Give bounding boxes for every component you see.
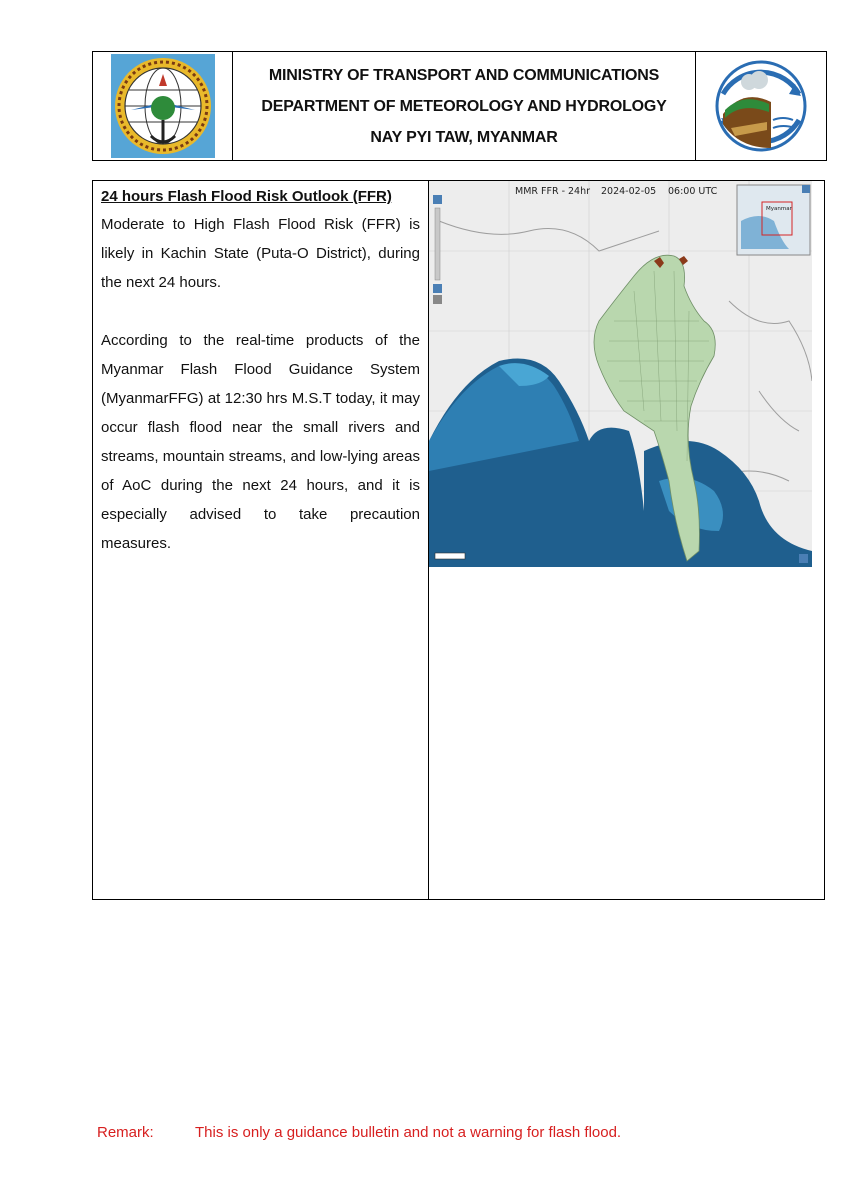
map-date-label: 2024-02-05	[601, 186, 657, 197]
map-panel	[429, 181, 824, 899]
ministry-logo	[93, 52, 233, 160]
map-product-label: MMR FFR - 24hr	[515, 186, 591, 197]
remark-label: Remark:	[97, 1124, 154, 1141]
remark-line	[97, 1124, 621, 1141]
inset-country-label: Myanmar	[766, 206, 792, 212]
location-name: NAY PYI TAW, MYANMAR	[370, 128, 558, 146]
bulletin-body	[92, 180, 825, 900]
hydrology-cycle-icon	[709, 54, 813, 158]
outlook-summary: Moderate to High Flash Flood Risk (FFR) is likely in Kachin State (Puta-O District), during the next 24 hours.	[101, 216, 420, 291]
ffr-map-canvas	[429, 181, 812, 567]
outlook-text-panel	[93, 181, 429, 899]
department-logo	[695, 52, 826, 160]
ministry-emblem-icon	[111, 54, 215, 158]
outlook-details: According to the real-time products of the Myanmar Flash Flood Guidance System (MyanmarFFG) at 12:30 hrs M.S.T today, it may occur flash flood near the small rivers and streams, mountain streams, and low-lying areas of AoC during the next 24 hours, and it is especially advised to take precaution measures.	[101, 332, 420, 552]
map-time-label: 06:00 UTC	[668, 186, 718, 197]
remark-text: This is only a guidance bulletin and not a warning for flash flood.	[195, 1124, 622, 1141]
bulletin-header	[92, 51, 827, 161]
ministry-name: MINISTRY OF TRANSPORT AND COMMUNICATIONS	[268, 66, 660, 84]
department-name: DEPARTMENT OF METEOROLOGY AND HYDROLOGY	[261, 97, 667, 115]
outlook-title: 24 hours Flash Flood Risk Outlook (FFR)	[101, 188, 392, 205]
ffr-map	[429, 181, 812, 567]
header-title	[233, 52, 695, 160]
